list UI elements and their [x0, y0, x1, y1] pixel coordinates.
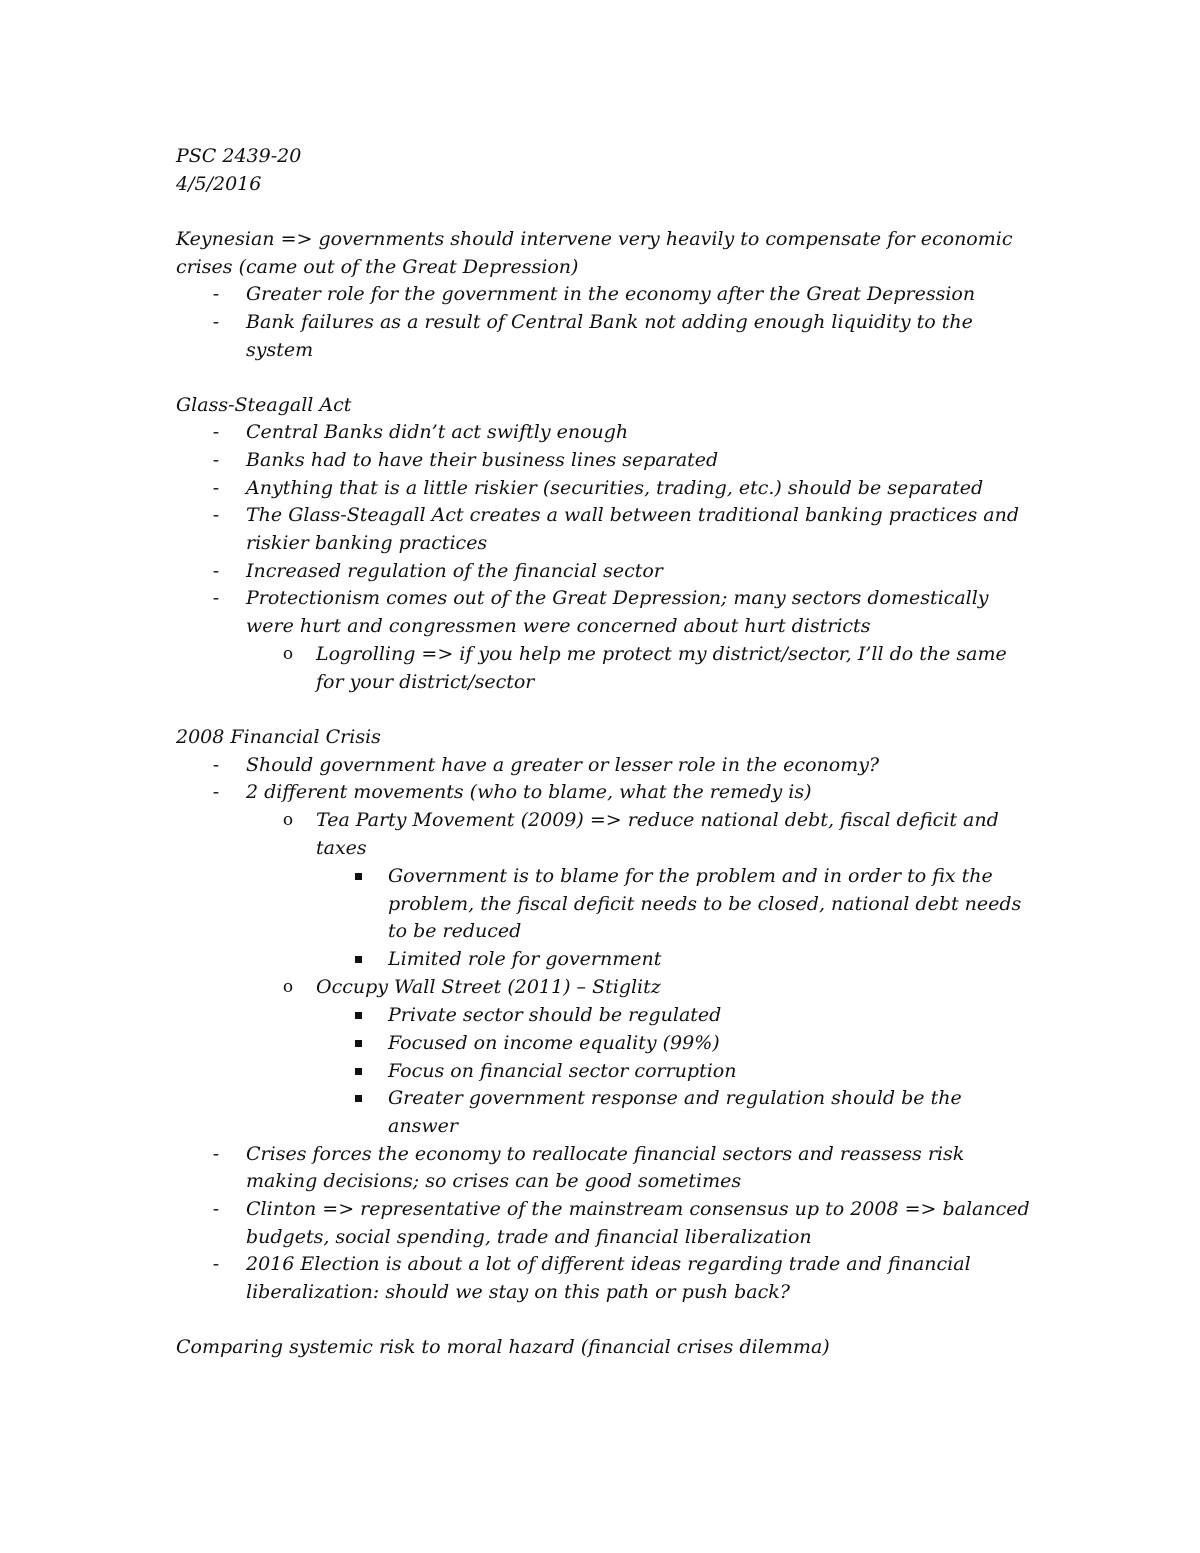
circle-bullet: o	[282, 810, 294, 830]
crisis-bullet-5-line1: 2016 Election is about a lot of different ideas regarding trade and financial	[246, 1253, 971, 1275]
square-bullet-icon	[355, 1068, 362, 1075]
glass-bullet-6-line1: Protectionism comes out of the Great Depression; many sectors domestically	[246, 587, 989, 609]
crisis-bullet-3-line2: making decisions; so crises can be good sometimes	[246, 1170, 742, 1192]
crisis-bullet-2: 2 different movements (who to blame, what the remedy is)	[246, 781, 812, 803]
square-bullet-icon	[355, 1095, 362, 1102]
glass-bullet-3: Anything that is a little riskier (securities, trading, etc.) should be separated	[246, 477, 984, 499]
tea-party-line1: Tea Party Movement (2009) => reduce national debt, fiscal deficit and	[316, 809, 999, 831]
keynesian-intro-line1: Keynesian => governments should intervene very heavily to compensate for economic	[176, 228, 1013, 250]
occupy-sub3: Focus on financial sector corruption	[388, 1060, 737, 1082]
square-bullet-icon	[355, 1040, 362, 1047]
crisis-bullet-3-line1: Crises forces the economy to reallocate financial sectors and reassess risk	[246, 1143, 965, 1165]
tea-party-line2: taxes	[316, 837, 367, 859]
occupy-sub4-line1: Greater government response and regulation should be the	[388, 1087, 962, 1109]
occupy-sub1: Private sector should be regulated	[388, 1004, 722, 1026]
dash-bullet: -	[212, 781, 220, 803]
keynesian-intro-line2: crises (came out of the Great Depression)	[176, 256, 579, 278]
dash-bullet: -	[212, 311, 220, 333]
keynesian-bullet-2-line2: system	[246, 339, 314, 361]
crisis-bullet-4-line2: budgets, social spending, trade and financial liberalization	[246, 1226, 812, 1248]
tea-party-sub1-line3: to be reduced	[388, 920, 522, 942]
glass-bullet-5: Increased regulation of the financial sector	[246, 560, 663, 582]
lecture-date: 4/5/2016	[176, 173, 262, 195]
closing-line: Comparing systemic risk to moral hazard (financial crises dilemma)	[176, 1336, 830, 1358]
keynesian-bullet-1: Greater role for the government in the economy after the Great Depression	[246, 283, 976, 305]
course-code: PSC 2439-20	[176, 145, 302, 167]
tea-party-sub2: Limited role for government	[388, 948, 662, 970]
glass-bullet-1: Central Banks didn’t act swiftly enough	[246, 421, 629, 443]
dash-bullet: -	[212, 754, 220, 776]
dash-bullet: -	[212, 504, 220, 526]
square-bullet-icon	[355, 956, 362, 963]
glass-bullet-4-line2: riskier banking practices	[246, 532, 488, 554]
tea-party-sub1-line1: Government is to blame for the problem and in order to fix the	[388, 865, 993, 887]
dash-bullet: -	[212, 587, 220, 609]
square-bullet-icon	[355, 873, 362, 880]
crisis-bullet-5-line2: liberalization: should we stay on this path or push back?	[246, 1281, 790, 1303]
occupy-sub4-line2: answer	[388, 1115, 458, 1137]
dash-bullet: -	[212, 1198, 220, 1220]
glass-steagall-title: Glass-Steagall Act	[176, 394, 352, 416]
dash-bullet: -	[212, 1143, 220, 1165]
crisis-bullet-1: Should government have a greater or lesser role in the economy?	[246, 754, 880, 776]
keynesian-bullet-2-line1: Bank failures as a result of Central Bank not adding enough liquidity to the	[246, 311, 973, 333]
glass-bullet-6-line2: were hurt and congressmen were concerned about hurt districts	[246, 615, 871, 637]
crisis-bullet-4-line1: Clinton => representative of the mainstream consensus up to 2008 => balanced	[246, 1198, 1030, 1220]
dash-bullet: -	[212, 1253, 220, 1275]
dash-bullet: -	[212, 477, 220, 499]
logrolling-line1: Logrolling => if you help me protect my district/sector, I’ll do the same	[316, 643, 1007, 665]
glass-bullet-2: Banks had to have their business lines separated	[246, 449, 719, 471]
dash-bullet: -	[212, 560, 220, 582]
occupy-sub2: Focused on income equality (99%)	[388, 1032, 720, 1054]
circle-bullet: o	[282, 977, 294, 997]
glass-bullet-4-line1: The Glass-Steagall Act creates a wall between traditional banking practices and	[246, 504, 1020, 526]
dash-bullet: -	[212, 283, 220, 305]
circle-bullet: o	[282, 644, 294, 664]
dash-bullet: -	[212, 449, 220, 471]
crisis-title: 2008 Financial Crisis	[176, 726, 381, 748]
square-bullet-icon	[355, 1012, 362, 1019]
logrolling-line2: for your district/sector	[316, 671, 535, 693]
occupy-wall-street: Occupy Wall Street (2011) – Stiglitz	[316, 976, 661, 998]
tea-party-sub1-line2: problem, the fiscal deficit needs to be closed, national debt needs	[388, 893, 1022, 915]
dash-bullet: -	[212, 421, 220, 443]
